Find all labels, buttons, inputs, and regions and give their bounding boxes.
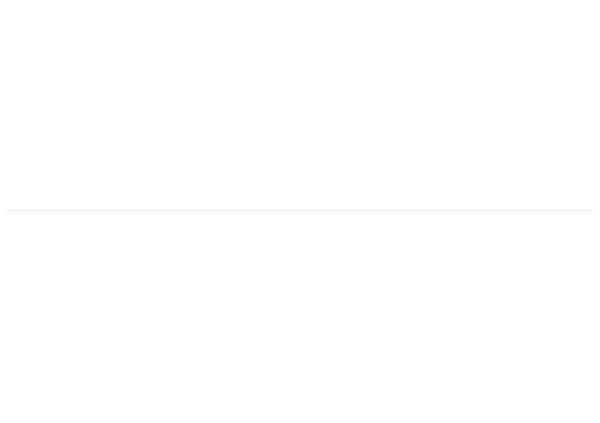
index-column xyxy=(408,6,594,206)
index-column xyxy=(207,6,393,206)
index-column xyxy=(408,218,594,418)
index-column xyxy=(207,218,393,418)
page-divider xyxy=(6,210,594,211)
index-page-bottom xyxy=(0,212,600,423)
index-page-top xyxy=(0,0,600,211)
index-column xyxy=(6,6,192,206)
index-column xyxy=(6,218,192,418)
